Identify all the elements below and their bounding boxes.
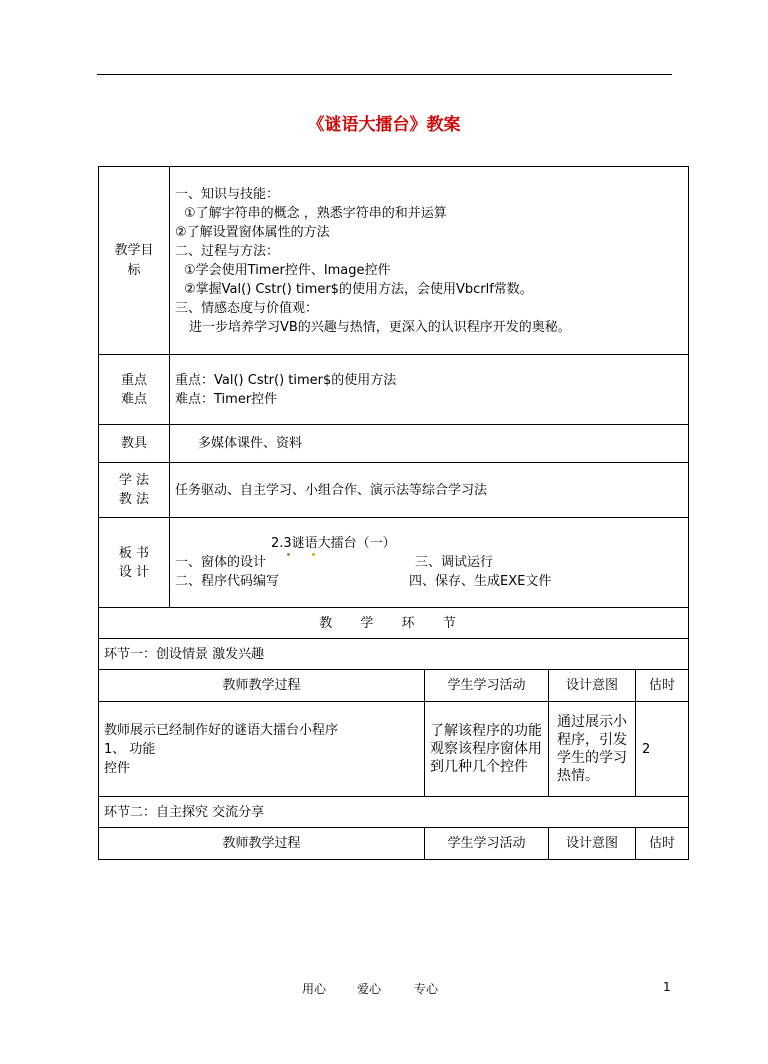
header-student-activity: 学生学习活动 bbox=[425, 828, 549, 860]
key-point-text: 重点：Val() Cstr() timer$的使用方法 bbox=[175, 372, 397, 388]
tools-content: 多媒体课件、资料 bbox=[170, 425, 689, 463]
section-title-row bbox=[99, 608, 689, 639]
board-item-code: 二、程序代码编写 bbox=[175, 574, 280, 589]
objectives-line: 一、知识与技能： bbox=[175, 186, 280, 202]
step2-title: 环节二：自主探究 交流分享 bbox=[99, 797, 689, 828]
keypoints-label: 重点 难点 bbox=[99, 355, 170, 425]
objectives-line: ②了解设置窗体属性的方法 bbox=[175, 224, 330, 240]
section-title: 教 学 环 节 bbox=[99, 608, 689, 639]
step1-title: 环节一：创设情景 激发兴趣 bbox=[99, 639, 689, 670]
header-design-intent: 设计意图 bbox=[549, 828, 636, 860]
header-student-activity: 学生学习活动 bbox=[425, 670, 549, 702]
footer-item: 爱心 bbox=[357, 982, 382, 996]
board-item-window-design: 一、窗体的设计 bbox=[175, 555, 267, 570]
objectives-line: 二、过程与方法： bbox=[175, 243, 280, 259]
difficulty-text: 难点：Timer控件 bbox=[175, 391, 278, 407]
footer-item: 用心 bbox=[302, 982, 327, 996]
objectives-line: ①了解字符串的概念 ，熟悉字符串的和并运算 bbox=[184, 205, 447, 221]
step1-content-row bbox=[99, 702, 689, 797]
header-time-estimate: 估时 bbox=[636, 670, 689, 702]
document-title: 《谜语大擂台》教案 bbox=[307, 115, 461, 135]
objectives-line: 进一步培养学习VB的兴趣与热情，更深入的认识程序开发的奥秘。 bbox=[189, 319, 571, 335]
header-time-estimate: 估时 bbox=[636, 828, 689, 860]
board-row bbox=[99, 518, 689, 608]
board-item-debug: 三、调试运行 bbox=[415, 555, 494, 570]
objectives-line: ①学会使用Timer控件、Image控件 bbox=[184, 262, 391, 278]
page-number: 1 bbox=[663, 980, 671, 994]
tools-row bbox=[99, 425, 689, 463]
board-label: 板 书 设 计 bbox=[99, 518, 170, 608]
methods-content: 任务驱动、自主学习、小组合作、演示法等综合学习法 bbox=[170, 463, 689, 518]
methods-label: 学 法 教 法 bbox=[99, 463, 170, 518]
objectives-line: 三、情感态度与价值观： bbox=[175, 300, 319, 316]
lesson-plan-table bbox=[98, 166, 689, 860]
header-teacher-process: 教师教学过程 bbox=[99, 670, 425, 702]
header-design-intent: 设计意图 bbox=[549, 670, 636, 702]
step1-title-row bbox=[99, 639, 689, 670]
page-footer bbox=[0, 980, 768, 1000]
methods-row bbox=[99, 463, 689, 518]
footer-item: 专心 bbox=[414, 982, 439, 996]
step1-time: 2 bbox=[636, 702, 689, 797]
step1-header-row bbox=[99, 670, 689, 702]
board-content bbox=[170, 518, 689, 608]
objectives-row bbox=[99, 167, 689, 355]
step1-student-activity: 了解该程序的功能 观察该程序窗体用到几种几个控件 bbox=[425, 702, 549, 797]
step2-header-row bbox=[99, 828, 689, 860]
header-rule bbox=[97, 74, 672, 75]
header-teacher-process: 教师教学过程 bbox=[99, 828, 425, 860]
objectives-label: 教学目标 bbox=[99, 167, 170, 355]
step1-design-intent: 通过展示小程序，引发学生的学习热情。 bbox=[549, 702, 636, 797]
keypoints-content bbox=[170, 355, 689, 425]
mark-dot bbox=[287, 553, 290, 556]
objectives-content bbox=[170, 167, 689, 355]
step2-title-row bbox=[99, 797, 689, 828]
tools-label: 教具 bbox=[99, 425, 170, 463]
board-item-save: 四、保存、生成EXE文件 bbox=[409, 574, 552, 589]
board-heading: 2.3谜语大擂台（一） bbox=[271, 536, 396, 551]
step1-teacher-process: 教师展示已经制作好的谜语大擂台小程序 1、 功能 控件 bbox=[99, 702, 425, 797]
keypoints-row bbox=[99, 355, 689, 425]
objectives-line: ②掌握Val() Cstr() timer$的使用方法，会使用Vbcrlf常数。 bbox=[184, 281, 533, 297]
mark-dot bbox=[312, 553, 315, 556]
